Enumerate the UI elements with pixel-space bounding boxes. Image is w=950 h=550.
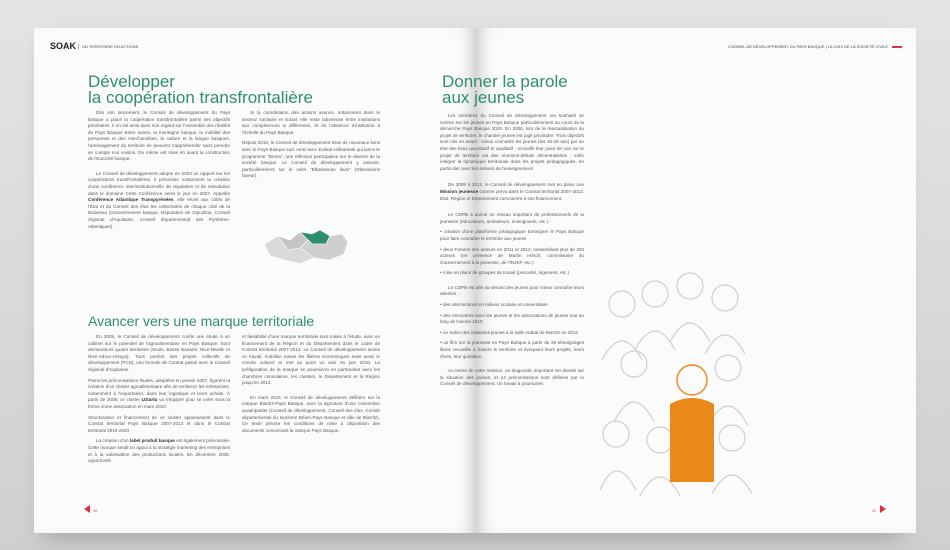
paragraph-text: La création d'un <box>96 438 129 444</box>
page-number-marker <box>880 505 886 513</box>
bold-text: label produit basque <box>129 438 175 444</box>
youth-illustration <box>600 264 752 500</box>
column-3 <box>88 334 230 469</box>
title-line-1: Développer <box>88 72 175 91</box>
paragraph: Au terme de cette mission, un diagnostic important est dressé sur la situation des jeunes, et 14 préconisations sont définies par le Conseil de développement. Un travail à poursuivre. <box>440 368 584 387</box>
paragraph <box>88 171 230 230</box>
bullet-item: • un Salon des initiatives jeunes à la salle Atabal de Biarritz en 2012 <box>440 329 578 335</box>
person-outline <box>635 281 675 350</box>
bold-text: Mission jeunesse <box>440 188 479 194</box>
brand-logo: SOAK <box>50 41 77 51</box>
bold-text: Uztartu <box>141 397 158 403</box>
paragraph-text: Parmi les préconisations finales, adoptées en janvier 2007, figurent la création d'un cluster agroalimentaire afin de renforcer les entreprises, notamment à l'exportation, dans leur logistique et leurs achats. À partir de 2008, ce cluster <box>88 377 230 403</box>
right-column <box>440 113 584 392</box>
paragraph-text: , elle réunit aux côtés de l'État et du Conseil des élus les collectivités de chaque côté de la Bidassoa (Gouvernement basque, Députation de Gipuzkoa, Conseil régional d'Aquitaine, Conseil départemental des Pyrénées-Atlantiques). <box>88 197 231 229</box>
paragraph-text: De 2009 à 2012, le Conseil de développement met en place une <box>448 182 584 188</box>
paragraph <box>440 182 584 202</box>
column-1 <box>88 110 230 234</box>
bullet-item: • deux Forums des acteurs en 2011 et 2012, rassemblant plus de 200 acteurs (en présence de Martin Hirsch, commissaire du Gouvernement à la jeunesse, de l'INJEP, etc.) <box>440 246 584 265</box>
paragraph-text: comme prévu dans le Contrat territorial 2007-2013. État, Région et Département concourent à son financement. <box>440 188 584 201</box>
person-outline <box>712 425 752 494</box>
left-page <box>34 28 479 533</box>
page-number-marker <box>84 505 90 513</box>
person-outline <box>705 285 745 354</box>
right-title-block <box>442 74 568 106</box>
bold-text: Conférence Atlantique Transpyrénées <box>88 197 174 203</box>
paragraph-text: va s'équiper pour se créer sous la forme d'une association en mars 2010. <box>88 397 231 409</box>
person-outline <box>600 421 636 490</box>
title-line-1: Donner la parole <box>442 72 568 91</box>
paragraph <box>88 438 230 464</box>
bullet-item: • création d'une plateforme pédagogique Enseigner le Pays Basque pour faire connaître le territoire aux jeunes <box>440 229 584 241</box>
header-accent-bar <box>892 46 902 48</box>
page-number: 10 <box>93 508 98 513</box>
brand-tagline: UN TERRITOIRE EN ACTIONS <box>78 44 138 49</box>
paragraph: Depuis 2015, le Conseil de développement tisse de nouveaux liens avec le Pays Basque sud. Ainsi avec Euskal Hirikarteak qui lance le programme "Dema", une réflexion participative sur le devenir de la société basque. Le Conseil de développement y associe, particulièrement sur le volet "Elkarlanean ikusi" (Obsessions faveur). <box>242 140 380 179</box>
bullet-item: • des rencontres avec les jeunes et les associations de jeunes tout au long de l'année 2010 <box>440 312 584 325</box>
person-outline <box>602 291 642 360</box>
paragraph: et faisabilité d'une marque territoriale sont mises à l'étude, avec un financement de la Région et du Département dans le cadre de Contrat territorial 2007-2013. Le Conseil de développement anime ce travail, mobilise toutes les filières économiques mais aussi le monde culturel et met au point un avis en juin 2010. La préfiguration de la marque se poursuivra en partenariat avec les chambres consulaires, les clusters, le Département et la Région jusqu'en 2013. <box>242 334 380 386</box>
paragraph: Dès son lancement, le Conseil de développement du Pays Basque a placé la coopération transfrontalière parmi ses objectifs prioritaires. Il en est ainsi dans son regard sur l'ensemble des réalités du Pays Basque Entre autres, la montagne basque, la mobilité des personnes et des marchandises, la culture et la langue basques, l'aménagement du territoire ne peuvent s'appréhender sans prendre en compte nos voisins. De même est mise en avant la construction de l'Eurocité basque. <box>88 110 230 162</box>
paragraph: Le CDPB a animé un réseau important de professionnels de la jeunesse (éducateurs, animateurs, enseignants, etc.) : <box>440 212 584 224</box>
right-page <box>440 28 916 533</box>
bullet-item: • un film sur la jeunesse en Pays Basque à partir de 29 témoignages libres recueillis à travers le territoire et évoquant leurs projets, leurs rêves, leur quotidien. <box>440 340 584 359</box>
title-line-2: la coopération transfrontalière <box>88 88 313 107</box>
header-right-title: CONSEIL DE DÉVELOPPEMENT DU PAYS BASQUE | LA VOIX DE LA SOCIÉTÉ CIVILE <box>727 44 888 49</box>
column-4 <box>242 334 380 438</box>
paragraph: Structuration et financement de ce cluster apparaissent dans le Contrat territorial Pays Basque 2007-2013 et dans le Contrat territorial 2016-2020. <box>88 414 230 433</box>
page-number: 11 <box>871 508 876 513</box>
map-illustration <box>260 214 352 268</box>
paragraph-text: Le Conseil de développement adopte en 2003 un rapport sur les coopérations transfrontalières. Il préconise notamment la création d'une conférence interinstitutionnelle de régulation et de stimulation dans le domaine Cette Conférence verra le jour en 2007. Appelée <box>88 170 230 196</box>
page-title-left <box>88 74 313 106</box>
paragraph: En 2005, le Conseil de développement confie une étude à un cabinet sur le potentiel de l'agroalimentaire en Pays Basque. Sont demandeurs quatre territoires (Soule, Basse Navarre, Nive-Nivelle et Nive-Adour-Ursuya). Tous portent des projets collectifs de développement (PCD), une formule de Contrat passé avec le Conseil régional d'Aquitaine. <box>88 334 230 372</box>
section-title-marque: Avancer vers une marque territoriale <box>88 313 315 329</box>
title-line-2: aux jeunes <box>442 88 525 107</box>
column-2 <box>242 110 380 184</box>
paragraph: Les membres du Conseil de développement ont souhaité se centrer sur les jeunes en Pays Basque particulièrement au cours de la démarche Pays Basque 2020. En 2006, lors de la réactualisation du projet de territoire, le chantier jeunes est jugé prioritaire. Trois objectifs sont mis en avant : mieux connaître les jeunes (les 16-29 ans) par un état des lieux quantitatif et qualitatif ; recueillir leur point de vue sur le projet de territoire via des réunions-débats décentralisées ; enfin intégrer la dynamique territoriale dans les projets pédagogiques, en particulier avec les acteurs de l'enseignement. <box>440 113 584 171</box>
paragraph: En mars 2016, le Conseil de développement délibère sur la marque Biarritz-Pays Basque, avec la signature d'une convention quadripartite (Conseil de développement, Conseil des élus, Comité départemental du tourisme Béarn-Pays Basque et ville de Biarritz). Ce texte précise les conditions de mise à disposition des documents concernant la marque Pays Basque. <box>242 394 380 433</box>
bullet-item: • mise en place de groupes de travail (précarité, logement, etc.) <box>440 270 570 276</box>
person-outline <box>614 351 654 422</box>
bullet-item: • des interventions en milieux scolaire et universitaire <box>440 302 548 308</box>
paragraph-text: est également préconisée. Cette marque serait un appui à la stratégie marketing des entreprises et à la valorisation des productions locales. En décembre 2008, opportunité <box>88 438 231 464</box>
paragraph: Si la coordination des actions avance, notamment dans le secteur sanitaire et social, elle reste laborieuse entre institutions aux compétences si différentes, et en l'absence d'institution à l'échelle du Pays Basque. <box>242 110 380 135</box>
person-outline <box>670 273 710 342</box>
paragraph <box>88 378 230 411</box>
person-highlighted <box>670 365 714 482</box>
paragraph: Le CDPB est allé au-devant des jeunes pour mieux connaître leurs attentes : <box>440 284 584 297</box>
